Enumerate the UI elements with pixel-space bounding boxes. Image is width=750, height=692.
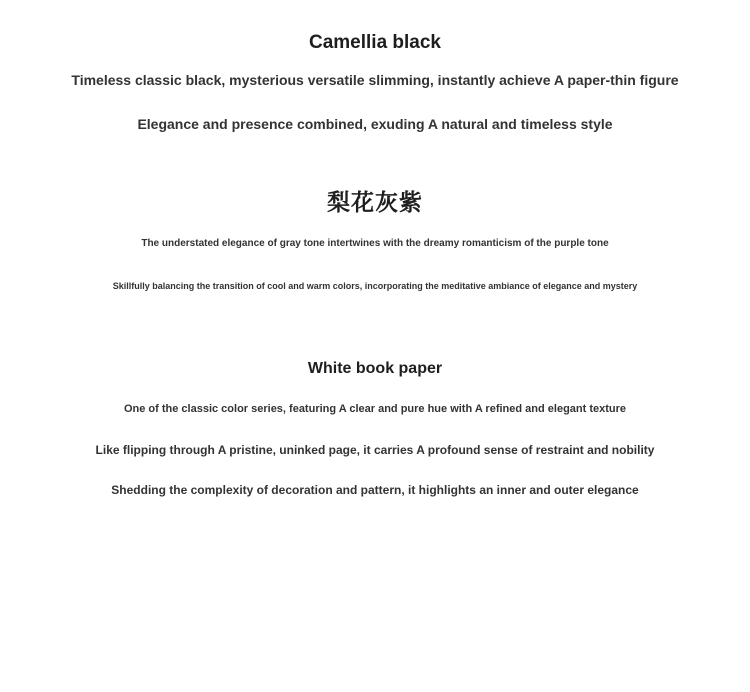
section-title-white-book-paper: White book paper xyxy=(307,360,443,377)
section-title-camellia-black: Camellia black xyxy=(308,32,442,53)
camellia-black-line-2: Elegance and presence combined, exuding A natural and timeless style xyxy=(137,116,613,132)
gray-purple-line-1: The understated elegance of gray tone intertwines with the dreamy romanticism of the purple tone xyxy=(141,238,609,249)
white-book-paper-line-2: Like flipping through A pristine, uninked page, it carries A profound sense of restraint and nobility xyxy=(95,443,655,457)
camellia-black-line-1: Timeless classic black, mysterious versatile slimming, instantly achieve A paper-thin figure xyxy=(71,72,679,88)
section-title-pear-blossom-gray-purple: 梨花灰紫 xyxy=(327,190,423,216)
white-book-paper-line-1: One of the classic color series, featuring A clear and pure hue with A refined and elegant texture xyxy=(123,403,627,415)
white-book-paper-line-3: Shedding the complexity of decoration and pattern, it highlights an inner and outer elegance xyxy=(111,483,639,497)
gray-purple-line-2: Skillfully balancing the transition of cool and warm colors, incorporating the meditative ambiance of elegance and mystery xyxy=(112,281,638,291)
